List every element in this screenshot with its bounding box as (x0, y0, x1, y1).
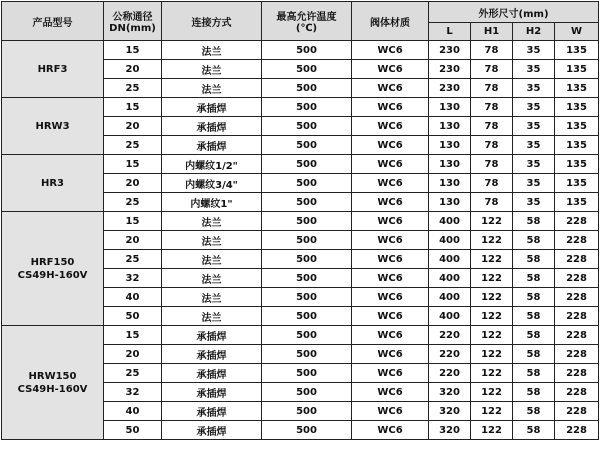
cell-connection: 承插焊 (162, 421, 262, 440)
cell-body-material: WC6 (352, 345, 429, 364)
cell-max-temp: 500 (262, 345, 352, 364)
cell-dim-h2: 35 (513, 79, 555, 98)
cell-body-material: WC6 (352, 98, 429, 117)
cell-dim-h1: 78 (471, 79, 513, 98)
header-line: 公称通径 (112, 12, 153, 23)
cell-dim-h1: 78 (471, 136, 513, 155)
cell-dim-l: 230 (429, 79, 471, 98)
cell-max-temp: 500 (262, 155, 352, 174)
cell-dim-l: 130 (429, 155, 471, 174)
cell-dim-h2: 58 (513, 231, 555, 250)
cell-body-material: WC6 (352, 155, 429, 174)
cell-dim-l: 320 (429, 383, 471, 402)
cell-dim-w: 228 (555, 326, 599, 345)
cell-max-temp: 500 (262, 402, 352, 421)
cell-dn: 25 (104, 364, 162, 383)
cell-body-material: WC6 (352, 136, 429, 155)
cell-dim-h1: 122 (471, 421, 513, 440)
header-line: DN(mm) (109, 23, 156, 34)
cell-max-temp: 500 (262, 326, 352, 345)
cell-dim-h1: 122 (471, 402, 513, 421)
cell-dim-h1: 122 (471, 326, 513, 345)
cell-max-temp: 500 (262, 307, 352, 326)
cell-dn: 50 (104, 421, 162, 440)
header-dn (104, 2, 162, 41)
cell-dim-w: 228 (555, 269, 599, 288)
cell-dim-w: 135 (555, 136, 599, 155)
cell-max-temp: 500 (262, 136, 352, 155)
cell-dim-w: 228 (555, 231, 599, 250)
cell-dim-h1: 122 (471, 383, 513, 402)
cell-body-material: WC6 (352, 212, 429, 231)
cell-dim-w: 228 (555, 250, 599, 269)
cell-body-material: WC6 (352, 41, 429, 60)
model-line: HRF150 (30, 256, 75, 268)
cell-max-temp: 500 (262, 60, 352, 79)
cell-dim-h2: 58 (513, 364, 555, 383)
cell-connection: 承插焊 (162, 402, 262, 421)
header-dim-h1: H1 (471, 23, 513, 41)
cell-connection: 法兰 (162, 212, 262, 231)
cell-dim-l: 400 (429, 250, 471, 269)
cell-connection: 承插焊 (162, 117, 262, 136)
cell-dim-h2: 58 (513, 250, 555, 269)
cell-max-temp: 500 (262, 117, 352, 136)
table-row (2, 212, 599, 231)
cell-dim-w: 135 (555, 79, 599, 98)
cell-max-temp: 500 (262, 212, 352, 231)
cell-dim-h1: 78 (471, 174, 513, 193)
cell-dim-h1: 122 (471, 212, 513, 231)
cell-max-temp: 500 (262, 269, 352, 288)
cell-dim-l: 230 (429, 41, 471, 60)
cell-dim-h1: 122 (471, 307, 513, 326)
cell-dim-l: 400 (429, 212, 471, 231)
cell-dim-h2: 58 (513, 269, 555, 288)
cell-model (2, 155, 104, 212)
cell-dim-h2: 35 (513, 98, 555, 117)
cell-dim-h2: 58 (513, 402, 555, 421)
cell-dim-h1: 122 (471, 345, 513, 364)
cell-dim-h2: 58 (513, 345, 555, 364)
cell-max-temp: 500 (262, 288, 352, 307)
cell-dn: 20 (104, 345, 162, 364)
cell-dim-h1: 78 (471, 98, 513, 117)
cell-dim-h1: 122 (471, 364, 513, 383)
table-row (2, 155, 599, 174)
header-dim-l: L (429, 23, 471, 41)
cell-dim-w: 135 (555, 155, 599, 174)
cell-dim-w: 228 (555, 383, 599, 402)
cell-connection: 法兰 (162, 307, 262, 326)
cell-dim-l: 400 (429, 269, 471, 288)
cell-dim-h1: 122 (471, 250, 513, 269)
cell-dn: 15 (104, 41, 162, 60)
model-line: CS49H-160V (17, 269, 88, 281)
cell-body-material: WC6 (352, 174, 429, 193)
cell-dim-h1: 78 (471, 117, 513, 136)
cell-dim-w: 135 (555, 98, 599, 117)
cell-dim-w: 228 (555, 364, 599, 383)
cell-dim-l: 220 (429, 345, 471, 364)
cell-dim-w: 135 (555, 193, 599, 212)
cell-body-material: WC6 (352, 79, 429, 98)
cell-dim-h2: 58 (513, 421, 555, 440)
cell-max-temp: 500 (262, 41, 352, 60)
cell-connection: 承插焊 (162, 364, 262, 383)
cell-body-material: WC6 (352, 402, 429, 421)
table-row (2, 41, 599, 60)
cell-dim-h2: 35 (513, 155, 555, 174)
cell-dim-l: 400 (429, 288, 471, 307)
cell-dim-w: 135 (555, 41, 599, 60)
cell-dim-l: 400 (429, 307, 471, 326)
model-line: HR3 (40, 177, 65, 189)
cell-dn: 50 (104, 307, 162, 326)
cell-dim-l: 320 (429, 421, 471, 440)
model-line: HRW3 (35, 120, 70, 132)
cell-dim-h2: 58 (513, 307, 555, 326)
header-dim-h2: H2 (513, 23, 555, 41)
cell-dn: 15 (104, 326, 162, 345)
cell-dim-w: 228 (555, 307, 599, 326)
cell-dim-h1: 78 (471, 155, 513, 174)
cell-connection: 法兰 (162, 41, 262, 60)
cell-dim-h1: 122 (471, 288, 513, 307)
cell-connection: 承插焊 (162, 383, 262, 402)
cell-dn: 40 (104, 288, 162, 307)
cell-dn: 20 (104, 117, 162, 136)
header-dim-w: W (555, 23, 599, 41)
cell-dn: 25 (104, 136, 162, 155)
cell-model (2, 41, 104, 98)
cell-connection: 法兰 (162, 288, 262, 307)
cell-max-temp: 500 (262, 421, 352, 440)
cell-dim-h2: 35 (513, 117, 555, 136)
cell-max-temp: 500 (262, 79, 352, 98)
cell-dim-w: 135 (555, 174, 599, 193)
cell-body-material: WC6 (352, 117, 429, 136)
cell-max-temp: 500 (262, 193, 352, 212)
table-body (2, 41, 599, 440)
cell-model (2, 326, 104, 440)
cell-body-material: WC6 (352, 307, 429, 326)
cell-dn: 15 (104, 98, 162, 117)
cell-dim-w: 228 (555, 212, 599, 231)
cell-dim-h2: 58 (513, 212, 555, 231)
cell-connection: 内螺纹1/2" (162, 155, 262, 174)
cell-body-material: WC6 (352, 269, 429, 288)
cell-dn: 25 (104, 193, 162, 212)
cell-connection: 法兰 (162, 60, 262, 79)
cell-dim-h2: 35 (513, 193, 555, 212)
cell-dim-l: 220 (429, 326, 471, 345)
cell-dim-l: 130 (429, 136, 471, 155)
cell-dim-h2: 58 (513, 326, 555, 345)
table-row (2, 98, 599, 117)
cell-body-material: WC6 (352, 326, 429, 345)
cell-dim-h1: 78 (471, 193, 513, 212)
header-body-material: 阀体材质 (352, 2, 429, 41)
cell-connection: 法兰 (162, 269, 262, 288)
cell-connection: 法兰 (162, 250, 262, 269)
cell-dim-h2: 35 (513, 60, 555, 79)
cell-dim-h2: 35 (513, 136, 555, 155)
cell-max-temp: 500 (262, 231, 352, 250)
cell-dn: 20 (104, 174, 162, 193)
cell-body-material: WC6 (352, 364, 429, 383)
cell-connection: 法兰 (162, 231, 262, 250)
cell-dim-l: 130 (429, 174, 471, 193)
cell-dim-h2: 58 (513, 383, 555, 402)
cell-dn: 32 (104, 269, 162, 288)
cell-dim-l: 130 (429, 193, 471, 212)
cell-dim-h1: 78 (471, 60, 513, 79)
cell-connection: 法兰 (162, 79, 262, 98)
cell-dim-w: 228 (555, 288, 599, 307)
header-line: 最高允许温度 (276, 12, 337, 23)
cell-body-material: WC6 (352, 193, 429, 212)
header-connection: 连接方式 (162, 2, 262, 41)
cell-dn: 15 (104, 212, 162, 231)
cell-max-temp: 500 (262, 383, 352, 402)
cell-dn: 20 (104, 231, 162, 250)
cell-connection: 承插焊 (162, 345, 262, 364)
spec-table (1, 1, 599, 440)
cell-dim-w: 228 (555, 345, 599, 364)
cell-dim-w: 135 (555, 117, 599, 136)
cell-dn: 40 (104, 402, 162, 421)
cell-max-temp: 500 (262, 98, 352, 117)
model-line: CS49H-160V (17, 383, 88, 395)
cell-max-temp: 500 (262, 250, 352, 269)
header-dimensions: 外形尺寸(mm) (429, 2, 599, 23)
cell-body-material: WC6 (352, 250, 429, 269)
table-header (2, 2, 599, 41)
cell-dim-l: 320 (429, 402, 471, 421)
cell-dim-w: 228 (555, 402, 599, 421)
cell-connection: 内螺纹1" (162, 193, 262, 212)
cell-dim-h2: 35 (513, 174, 555, 193)
cell-dn: 32 (104, 383, 162, 402)
cell-dn: 25 (104, 250, 162, 269)
cell-max-temp: 500 (262, 174, 352, 193)
cell-model (2, 98, 104, 155)
cell-dn: 15 (104, 155, 162, 174)
model-line: HRW150 (28, 370, 77, 382)
cell-dim-h1: 122 (471, 269, 513, 288)
cell-dim-l: 220 (429, 364, 471, 383)
cell-connection: 内螺纹3/4" (162, 174, 262, 193)
cell-connection: 承插焊 (162, 326, 262, 345)
cell-dim-l: 230 (429, 60, 471, 79)
header-line: (℃) (295, 23, 318, 34)
cell-dim-l: 130 (429, 117, 471, 136)
cell-dim-h2: 35 (513, 41, 555, 60)
header-model: 产品型号 (2, 2, 104, 41)
cell-body-material: WC6 (352, 288, 429, 307)
cell-body-material: WC6 (352, 231, 429, 250)
cell-connection: 承插焊 (162, 136, 262, 155)
cell-dim-h1: 122 (471, 231, 513, 250)
cell-body-material: WC6 (352, 421, 429, 440)
cell-dim-h1: 78 (471, 41, 513, 60)
header-max-temp (262, 2, 352, 41)
model-line: HRF3 (37, 63, 68, 75)
cell-max-temp: 500 (262, 364, 352, 383)
cell-body-material: WC6 (352, 60, 429, 79)
cell-dn: 20 (104, 60, 162, 79)
cell-model (2, 212, 104, 326)
cell-dim-w: 135 (555, 60, 599, 79)
cell-dn: 25 (104, 79, 162, 98)
table-row (2, 326, 599, 345)
cell-body-material: WC6 (352, 383, 429, 402)
cell-connection: 承插焊 (162, 98, 262, 117)
cell-dim-h2: 58 (513, 288, 555, 307)
cell-dim-l: 130 (429, 98, 471, 117)
cell-dim-l: 400 (429, 231, 471, 250)
cell-dim-w: 228 (555, 421, 599, 440)
